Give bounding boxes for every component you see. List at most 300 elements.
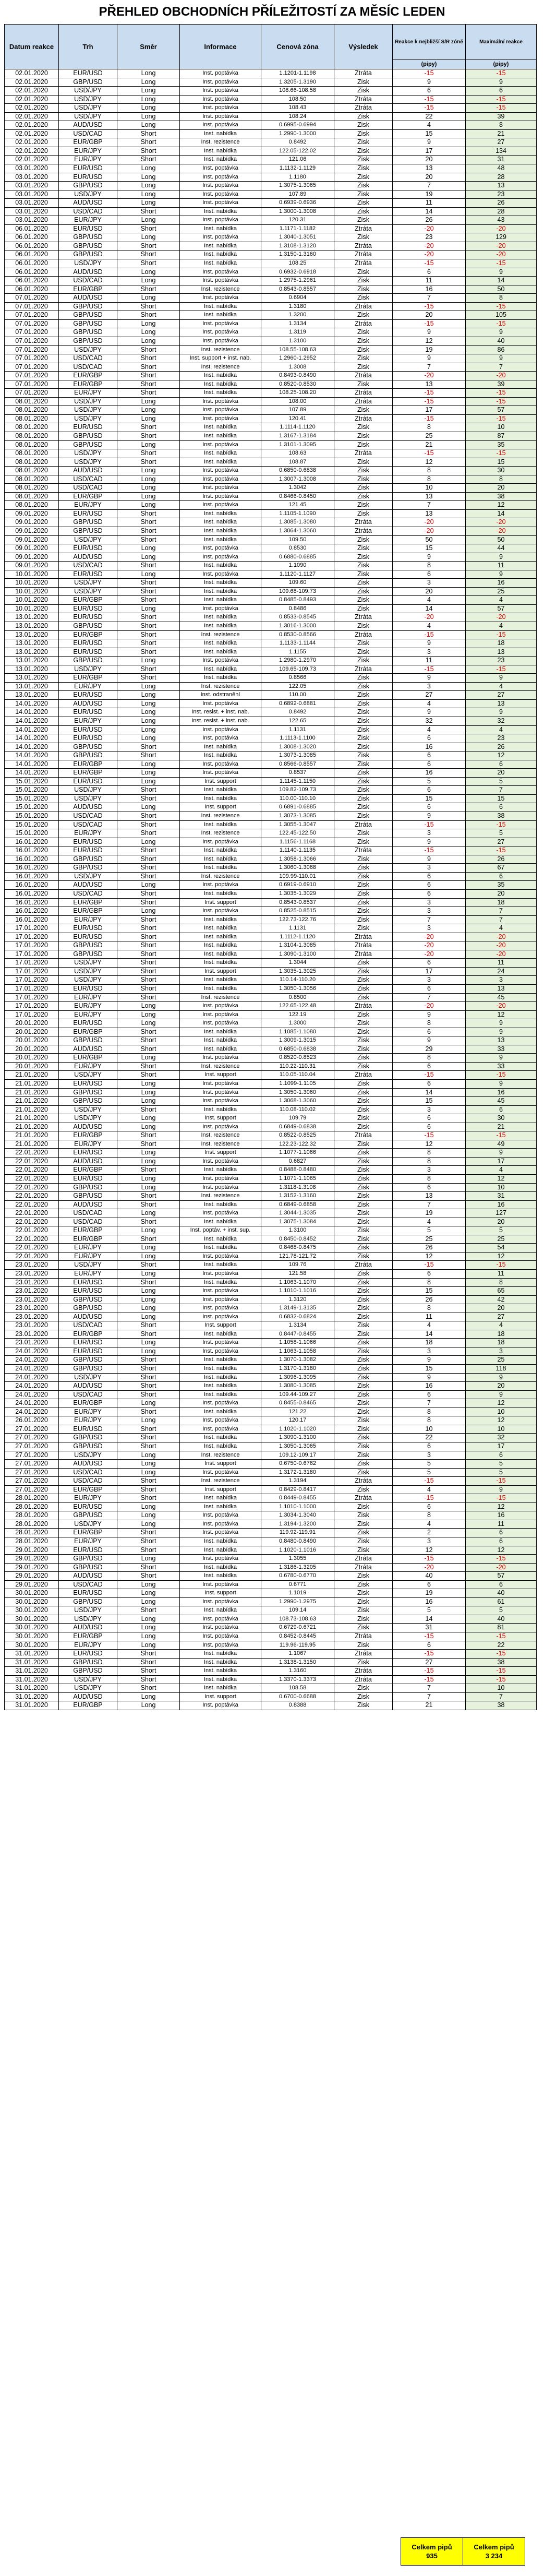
table-row bbox=[5, 138, 537, 147]
cell-result: Zisk bbox=[334, 725, 393, 734]
cell-information: Inst. nabídka bbox=[180, 794, 261, 803]
cell-direction: Long bbox=[117, 95, 180, 104]
cell-max-reaction: -15 bbox=[466, 1667, 537, 1676]
cell-market: AUD/USD bbox=[59, 1460, 117, 1469]
cell-market: EUR/USD bbox=[59, 777, 117, 786]
cell-max-reaction: -15 bbox=[466, 1632, 537, 1641]
cell-date: 17.01.2020 bbox=[5, 950, 59, 959]
cell-reaction: 2 bbox=[393, 1529, 466, 1537]
cell-date: 21.01.2020 bbox=[5, 1071, 59, 1080]
cell-max-reaction: 7 bbox=[466, 907, 537, 916]
table-row bbox=[5, 777, 537, 786]
cell-information: Inst. poptávka bbox=[180, 69, 261, 78]
cell-date: 28.01.2020 bbox=[5, 1529, 59, 1537]
cell-price-zone: 1.1058-1.1066 bbox=[261, 1339, 334, 1347]
cell-date: 23.01.2020 bbox=[5, 1330, 59, 1339]
cell-result: Ztráta bbox=[334, 820, 393, 829]
cell-result: Zisk bbox=[334, 587, 393, 596]
cell-market: GBP/USD bbox=[59, 657, 117, 665]
table-row bbox=[5, 794, 537, 803]
table-row bbox=[5, 423, 537, 432]
cell-market: USD/JPY bbox=[59, 1451, 117, 1460]
cell-information: Inst. nabídka bbox=[180, 959, 261, 968]
cell-max-reaction: 6 bbox=[466, 1451, 537, 1460]
cell-direction: Long bbox=[117, 717, 180, 726]
cell-max-reaction: 30 bbox=[466, 1114, 537, 1123]
cell-market: EUR/GBP bbox=[59, 1131, 117, 1140]
cell-max-reaction: 5 bbox=[466, 1468, 537, 1477]
table-row bbox=[5, 967, 537, 976]
cell-price-zone: 1.3008 bbox=[261, 363, 334, 372]
table-row bbox=[5, 1477, 537, 1486]
cell-information: Inst. nabídka bbox=[180, 924, 261, 933]
cell-reaction: 8 bbox=[393, 423, 466, 432]
cell-reaction: 15 bbox=[393, 1097, 466, 1106]
cell-date: 03.01.2020 bbox=[5, 207, 59, 216]
table-row bbox=[5, 363, 537, 372]
table-row bbox=[5, 838, 537, 846]
cell-direction: Long bbox=[117, 604, 180, 613]
cell-market: EUR/JPY bbox=[59, 1408, 117, 1416]
cell-price-zone: 1.3194 bbox=[261, 1477, 334, 1486]
cell-market: USD/CAD bbox=[59, 1321, 117, 1330]
cell-information: Inst. nabídka bbox=[180, 156, 261, 164]
cell-date: 08.01.2020 bbox=[5, 449, 59, 458]
cell-price-zone: 1.3000-1.3008 bbox=[261, 207, 334, 216]
cell-price-zone: 0.6700-0.6688 bbox=[261, 1692, 334, 1701]
cell-information: Inst. support bbox=[180, 1692, 261, 1701]
cell-price-zone: 0.6891-0.6885 bbox=[261, 803, 334, 812]
cell-date: 24.01.2020 bbox=[5, 1408, 59, 1416]
cell-reaction: 6 bbox=[393, 1580, 466, 1589]
cell-reaction: 3 bbox=[393, 907, 466, 916]
cell-information: Inst. poptávka bbox=[180, 440, 261, 449]
cell-date: 15.01.2020 bbox=[5, 820, 59, 829]
cell-reaction: 17 bbox=[393, 147, 466, 156]
cell-price-zone: 1.3080-1.3085 bbox=[261, 1382, 334, 1391]
cell-direction: Short bbox=[117, 1537, 180, 1546]
cell-max-reaction: 32 bbox=[466, 717, 537, 726]
cell-max-reaction: 16 bbox=[466, 1511, 537, 1520]
cell-market: GBP/USD bbox=[59, 1304, 117, 1313]
cell-market: USD/JPY bbox=[59, 872, 117, 881]
cell-max-reaction: 7 bbox=[466, 915, 537, 924]
table-row bbox=[5, 1062, 537, 1071]
cell-result: Zisk bbox=[334, 467, 393, 475]
cell-market: EUR/USD bbox=[59, 933, 117, 941]
cell-result: Zisk bbox=[334, 1468, 393, 1477]
total-reaction-value: 935 bbox=[426, 2552, 438, 2560]
cell-market: USD/JPY bbox=[59, 259, 117, 268]
cell-information: Inst. nabídka bbox=[180, 743, 261, 752]
cell-direction: Short bbox=[117, 872, 180, 881]
cell-max-reaction: 44 bbox=[466, 544, 537, 553]
cell-result: Ztráta bbox=[334, 518, 393, 527]
cell-price-zone: 0.8543-0.8537 bbox=[261, 898, 334, 907]
cell-max-reaction: 6 bbox=[466, 872, 537, 881]
cell-information: Inst. nabídka bbox=[180, 1261, 261, 1270]
table-row bbox=[5, 294, 537, 303]
cell-price-zone: 110.14-110.20 bbox=[261, 976, 334, 985]
cell-information: Inst. poptávka bbox=[180, 87, 261, 96]
cell-information: Inst. nabídka bbox=[180, 432, 261, 440]
cell-direction: Long bbox=[117, 1252, 180, 1261]
cell-market: AUD/USD bbox=[59, 1157, 117, 1166]
cell-information: Inst. support bbox=[180, 1071, 261, 1080]
cell-max-reaction: 11 bbox=[466, 1270, 537, 1279]
cell-reaction: 13 bbox=[393, 380, 466, 389]
cell-market: EUR/USD bbox=[59, 846, 117, 855]
cell-direction: Short bbox=[117, 242, 180, 251]
cell-result: Zisk bbox=[334, 1580, 393, 1589]
cell-date: 22.01.2020 bbox=[5, 1175, 59, 1184]
cell-max-reaction: 57 bbox=[466, 1572, 537, 1581]
cell-result: Ztráta bbox=[334, 1675, 393, 1684]
cell-result: Ztráta bbox=[334, 242, 393, 251]
cell-date: 07.01.2020 bbox=[5, 328, 59, 337]
cell-price-zone: 1.3008-1.3020 bbox=[261, 743, 334, 752]
cell-reaction: -15 bbox=[393, 414, 466, 423]
cell-max-reaction: 7 bbox=[466, 363, 537, 372]
cell-date: 06.01.2020 bbox=[5, 224, 59, 233]
table-row bbox=[5, 587, 537, 596]
cell-direction: Long bbox=[117, 1313, 180, 1321]
cell-max-reaction: 105 bbox=[466, 311, 537, 320]
table-row bbox=[5, 319, 537, 328]
cell-result: Zisk bbox=[334, 164, 393, 173]
cell-reaction: 12 bbox=[393, 458, 466, 467]
cell-price-zone: 1.1120-1.1127 bbox=[261, 570, 334, 579]
cell-direction: Short bbox=[117, 596, 180, 605]
cell-date: 16.01.2020 bbox=[5, 838, 59, 846]
cell-price-zone: 0.8493-0.8490 bbox=[261, 372, 334, 380]
table-row bbox=[5, 1373, 537, 1382]
cell-direction: Short bbox=[117, 259, 180, 268]
cell-information: Inst. poptávka bbox=[180, 467, 261, 475]
cell-market: EUR/GBP bbox=[59, 898, 117, 907]
table-row bbox=[5, 1356, 537, 1365]
cell-information: Inst. poptávka bbox=[180, 1615, 261, 1624]
cell-market: GBP/USD bbox=[59, 941, 117, 950]
cell-date: 28.01.2020 bbox=[5, 1520, 59, 1529]
cell-price-zone: 1.3149-1.3135 bbox=[261, 1304, 334, 1313]
cell-max-reaction: -15 bbox=[466, 449, 537, 458]
cell-direction: Long bbox=[117, 1399, 180, 1408]
table-row bbox=[5, 993, 537, 1002]
cell-reaction: 6 bbox=[393, 889, 466, 898]
cell-market: EUR/JPY bbox=[59, 1537, 117, 1546]
cell-price-zone: 1.1020-1.1020 bbox=[261, 1425, 334, 1434]
cell-reaction: -15 bbox=[393, 389, 466, 398]
cell-market: GBP/USD bbox=[59, 440, 117, 449]
cell-date: 03.01.2020 bbox=[5, 199, 59, 208]
cell-price-zone: 1.3016-1.3000 bbox=[261, 622, 334, 631]
cell-direction: Short bbox=[117, 389, 180, 398]
cell-market: AUD/USD bbox=[59, 294, 117, 303]
cell-information: Inst. poptávka bbox=[180, 1304, 261, 1313]
cell-price-zone: 109.76 bbox=[261, 1261, 334, 1270]
cell-result: Zisk bbox=[334, 1597, 393, 1606]
cell-date: 07.01.2020 bbox=[5, 372, 59, 380]
cell-date: 23.01.2020 bbox=[5, 1270, 59, 1279]
cell-result: Zisk bbox=[334, 1692, 393, 1701]
cell-max-reaction: 9 bbox=[466, 553, 537, 562]
cell-max-reaction: 9 bbox=[466, 328, 537, 337]
cell-result: Ztráta bbox=[334, 1555, 393, 1564]
cell-direction: Short bbox=[117, 820, 180, 829]
cell-max-reaction: 39 bbox=[466, 380, 537, 389]
cell-direction: Long bbox=[117, 1270, 180, 1279]
header-direction: Směr bbox=[117, 25, 180, 69]
cell-date: 09.01.2020 bbox=[5, 562, 59, 570]
cell-direction: Long bbox=[117, 104, 180, 113]
cell-market: GBP/USD bbox=[59, 1658, 117, 1667]
cell-market: EUR/JPY bbox=[59, 1002, 117, 1011]
cell-market: USD/JPY bbox=[59, 1261, 117, 1270]
cell-direction: Long bbox=[117, 1347, 180, 1356]
cell-reaction: -15 bbox=[393, 1675, 466, 1684]
cell-date: 13.01.2020 bbox=[5, 674, 59, 683]
cell-result: Ztráta bbox=[334, 414, 393, 423]
cell-result: Zisk bbox=[334, 129, 393, 138]
cell-reaction: 6 bbox=[393, 786, 466, 795]
cell-direction: Short bbox=[117, 1425, 180, 1434]
cell-price-zone: 122.65 bbox=[261, 717, 334, 726]
table-row bbox=[5, 1701, 537, 1710]
cell-price-zone: 120.17 bbox=[261, 1416, 334, 1425]
cell-max-reaction: 38 bbox=[466, 812, 537, 821]
cell-result: Ztráta bbox=[334, 1494, 393, 1503]
cell-market: USD/CAD bbox=[59, 129, 117, 138]
cell-reaction: 6 bbox=[393, 1442, 466, 1451]
cell-reaction: 6 bbox=[393, 752, 466, 760]
cell-market: USD/JPY bbox=[59, 579, 117, 588]
cell-direction: Short bbox=[117, 1261, 180, 1270]
cell-direction: Short bbox=[117, 1675, 180, 1684]
cell-direction: Long bbox=[117, 1183, 180, 1192]
table-row bbox=[5, 1175, 537, 1184]
cell-direction: Short bbox=[117, 129, 180, 138]
cell-direction: Long bbox=[117, 1520, 180, 1529]
cell-information: Inst. support bbox=[180, 1149, 261, 1158]
cell-information: Inst. nabídka bbox=[180, 984, 261, 993]
cell-result: Ztráta bbox=[334, 1650, 393, 1659]
cell-information: Inst. nabídka bbox=[180, 129, 261, 138]
cell-date: 22.01.2020 bbox=[5, 1244, 59, 1253]
cell-max-reaction: 10 bbox=[466, 423, 537, 432]
cell-information: Inst. nabídka bbox=[180, 1572, 261, 1581]
cell-result: Zisk bbox=[334, 1624, 393, 1632]
cell-information: Inst. rezistence bbox=[180, 138, 261, 147]
cell-direction: Short bbox=[117, 1658, 180, 1667]
cell-information: Inst. poptávka bbox=[180, 492, 261, 501]
cell-price-zone: 0.8485-0.8493 bbox=[261, 596, 334, 605]
cell-price-zone: 1.1063-1.1058 bbox=[261, 1347, 334, 1356]
cell-market: EUR/USD bbox=[59, 69, 117, 78]
cell-price-zone: 1.3134 bbox=[261, 1321, 334, 1330]
cell-price-zone: 1.1201-1.1198 bbox=[261, 69, 334, 78]
cell-reaction: 9 bbox=[393, 1373, 466, 1382]
cell-reaction: -20 bbox=[393, 372, 466, 380]
cell-market: EUR/USD bbox=[59, 1502, 117, 1511]
cell-direction: Short bbox=[117, 1667, 180, 1676]
cell-price-zone: 108.87 bbox=[261, 458, 334, 467]
cell-market: GBP/USD bbox=[59, 950, 117, 959]
cell-reaction: 3 bbox=[393, 1347, 466, 1356]
cell-max-reaction: 4 bbox=[466, 1166, 537, 1175]
cell-result: Zisk bbox=[334, 1373, 393, 1382]
cell-result: Zisk bbox=[334, 1183, 393, 1192]
cell-market: USD/JPY bbox=[59, 786, 117, 795]
cell-direction: Long bbox=[117, 699, 180, 708]
cell-market: USD/CAD bbox=[59, 1468, 117, 1477]
cell-market: USD/CAD bbox=[59, 1218, 117, 1226]
cell-direction: Short bbox=[117, 984, 180, 993]
cell-result: Zisk bbox=[334, 337, 393, 345]
cell-price-zone: 0.8492 bbox=[261, 138, 334, 147]
table-row bbox=[5, 1278, 537, 1287]
cell-direction: Short bbox=[117, 380, 180, 389]
cell-result: Zisk bbox=[334, 907, 393, 916]
cell-date: 31.01.2020 bbox=[5, 1692, 59, 1701]
cell-date: 02.01.2020 bbox=[5, 87, 59, 96]
cell-result: Zisk bbox=[334, 1226, 393, 1235]
table-row bbox=[5, 156, 537, 164]
cell-reaction: 7 bbox=[393, 294, 466, 303]
cell-max-reaction: -20 bbox=[466, 372, 537, 380]
cell-reaction: 3 bbox=[393, 648, 466, 657]
cell-date: 21.01.2020 bbox=[5, 1079, 59, 1088]
cell-market: GBP/USD bbox=[59, 302, 117, 311]
cell-information: Inst. nabídka bbox=[180, 941, 261, 950]
cell-max-reaction: -15 bbox=[466, 1131, 537, 1140]
cell-direction: Short bbox=[117, 941, 180, 950]
cell-price-zone: 121.06 bbox=[261, 156, 334, 164]
cell-max-reaction: -20 bbox=[466, 527, 537, 535]
cell-result: Zisk bbox=[334, 1485, 393, 1494]
cell-result: Zisk bbox=[334, 121, 393, 130]
cell-market: USD/JPY bbox=[59, 665, 117, 674]
cell-reaction: 26 bbox=[393, 216, 466, 225]
cell-direction: Short bbox=[117, 976, 180, 985]
cell-date: 17.01.2020 bbox=[5, 1002, 59, 1011]
table-row bbox=[5, 959, 537, 968]
cell-max-reaction: 12 bbox=[466, 1010, 537, 1019]
cell-date: 20.01.2020 bbox=[5, 1019, 59, 1028]
cell-max-reaction: 16 bbox=[466, 579, 537, 588]
table-row bbox=[5, 1036, 537, 1045]
cell-result: Zisk bbox=[334, 924, 393, 933]
cell-date: 31.01.2020 bbox=[5, 1684, 59, 1693]
cell-max-reaction: -20 bbox=[466, 224, 537, 233]
cell-result: Zisk bbox=[334, 1149, 393, 1158]
cell-max-reaction: 20 bbox=[466, 769, 537, 778]
cell-information: Inst. nabídka bbox=[180, 933, 261, 941]
cell-market: EUR/USD bbox=[59, 1425, 117, 1434]
cell-reaction: 10 bbox=[393, 1425, 466, 1434]
cell-information: Inst. nabídka bbox=[180, 1218, 261, 1226]
cell-result: Ztráta bbox=[334, 372, 393, 380]
total-reaction bbox=[401, 2538, 463, 2566]
cell-price-zone: 0.8530-0.8566 bbox=[261, 630, 334, 639]
cell-market: GBP/USD bbox=[59, 1183, 117, 1192]
cell-max-reaction: -15 bbox=[466, 1494, 537, 1503]
cell-max-reaction: 50 bbox=[466, 285, 537, 294]
table-row bbox=[5, 630, 537, 639]
cell-date: 30.01.2020 bbox=[5, 1597, 59, 1606]
cell-date: 30.01.2020 bbox=[5, 1615, 59, 1624]
cell-max-reaction: 17 bbox=[466, 1442, 537, 1451]
table-row bbox=[5, 562, 537, 570]
cell-direction: Long bbox=[117, 725, 180, 734]
cell-price-zone: 1.3194-1.3200 bbox=[261, 1520, 334, 1529]
cell-max-reaction: 12 bbox=[466, 501, 537, 510]
cell-reaction: 29 bbox=[393, 1045, 466, 1054]
cell-reaction: 25 bbox=[393, 1235, 466, 1244]
cell-reaction: 15 bbox=[393, 544, 466, 553]
cell-price-zone: 121.78-121.72 bbox=[261, 1252, 334, 1261]
cell-direction: Short bbox=[117, 302, 180, 311]
cell-date: 08.01.2020 bbox=[5, 440, 59, 449]
cell-price-zone: 1.3096-1.3095 bbox=[261, 1373, 334, 1382]
cell-market: EUR/USD bbox=[59, 924, 117, 933]
cell-information: Inst. poptávka bbox=[180, 1157, 261, 1166]
cell-information: Inst. nabídka bbox=[180, 449, 261, 458]
cell-date: 22.01.2020 bbox=[5, 1209, 59, 1218]
cell-price-zone: 1.3042 bbox=[261, 484, 334, 493]
cell-max-reaction: 49 bbox=[466, 1140, 537, 1149]
cell-information: Inst. rezistence bbox=[180, 630, 261, 639]
cell-max-reaction: -20 bbox=[466, 518, 537, 527]
cell-result: Zisk bbox=[334, 1658, 393, 1667]
cell-information: Inst. nabídka bbox=[180, 1365, 261, 1374]
cell-price-zone: 1.3170-1.3180 bbox=[261, 1365, 334, 1374]
cell-direction: Short bbox=[117, 579, 180, 588]
cell-price-zone: 108.58 bbox=[261, 1684, 334, 1693]
cell-price-zone: 119.92-119.91 bbox=[261, 1529, 334, 1537]
cell-result: Zisk bbox=[334, 1356, 393, 1365]
cell-information: Inst. poptávka bbox=[180, 233, 261, 242]
cell-result: Zisk bbox=[334, 984, 393, 993]
table-row bbox=[5, 1520, 537, 1529]
table-row bbox=[5, 1425, 537, 1434]
table-row bbox=[5, 1157, 537, 1166]
cell-reaction: -20 bbox=[393, 527, 466, 535]
table-row bbox=[5, 820, 537, 829]
cell-max-reaction: 13 bbox=[466, 699, 537, 708]
cell-reaction: 8 bbox=[393, 467, 466, 475]
cell-reaction: 14 bbox=[393, 604, 466, 613]
cell-date: 22.01.2020 bbox=[5, 1235, 59, 1244]
cell-direction: Long bbox=[117, 87, 180, 96]
cell-price-zone: 1.3009-1.3015 bbox=[261, 1036, 334, 1045]
cell-date: 21.01.2020 bbox=[5, 1097, 59, 1106]
cell-max-reaction: 11 bbox=[466, 959, 537, 968]
cell-information: Inst. poptávka bbox=[180, 95, 261, 104]
cell-date: 27.01.2020 bbox=[5, 1477, 59, 1486]
cell-max-reaction: 42 bbox=[466, 1295, 537, 1304]
cell-price-zone: 1.1131 bbox=[261, 725, 334, 734]
cell-max-reaction: -20 bbox=[466, 1563, 537, 1572]
cell-market: AUD/USD bbox=[59, 268, 117, 277]
cell-reaction: 11 bbox=[393, 199, 466, 208]
cell-direction: Long bbox=[117, 337, 180, 345]
cell-market: GBP/USD bbox=[59, 1365, 117, 1374]
cell-information: Inst. nabídka bbox=[180, 535, 261, 544]
cell-direction: Long bbox=[117, 406, 180, 415]
cell-result: Ztráta bbox=[334, 1667, 393, 1676]
cell-direction: Long bbox=[117, 570, 180, 579]
